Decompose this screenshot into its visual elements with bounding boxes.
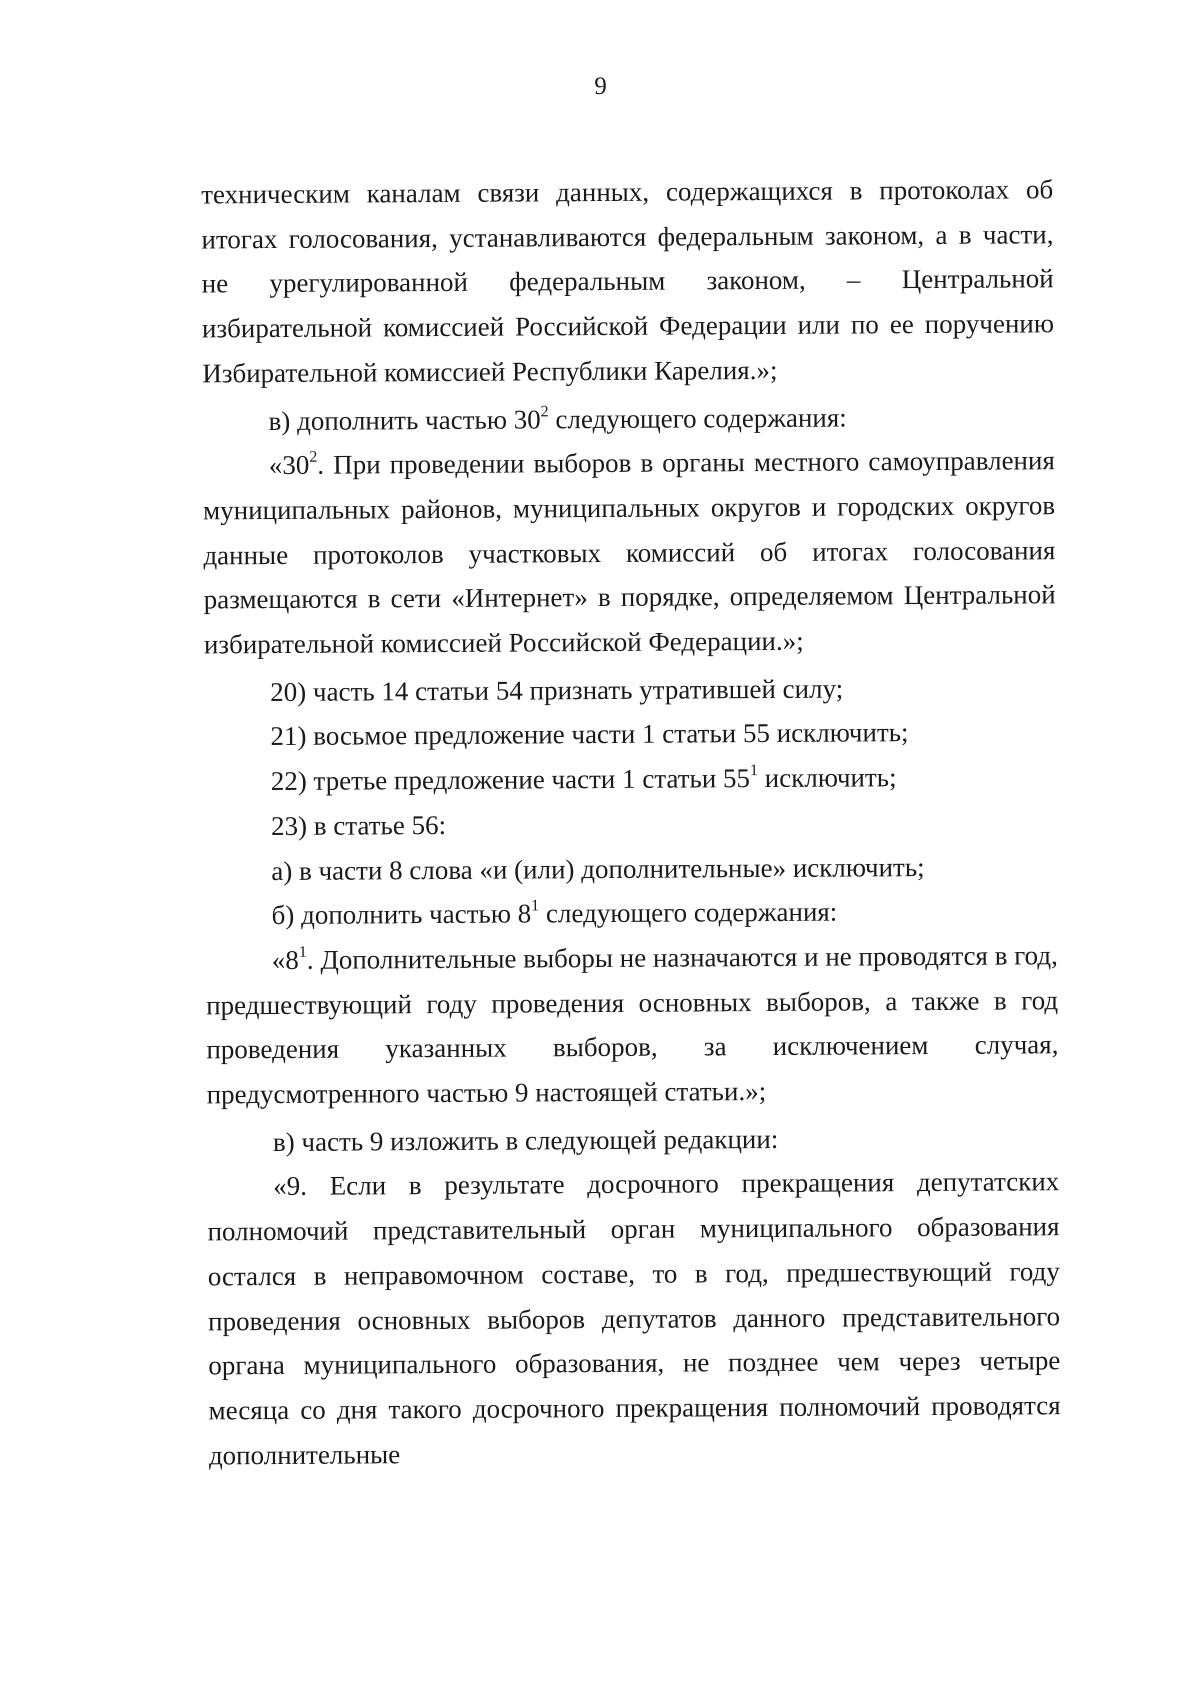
superscript: 1 — [298, 943, 307, 961]
text-fragment: в) дополнить частью 30 — [268, 403, 541, 436]
superscript: 2 — [540, 402, 549, 420]
page-number: 9 — [594, 72, 607, 101]
superscript: 1 — [531, 897, 540, 915]
paragraph-item-23: 23) в статье 56: — [270, 809, 447, 841]
paragraph-amendment-v — [202, 394, 1054, 444]
text-fragment: б) дополнить частью 8 — [271, 898, 532, 931]
text-fragment: следующего содержания: — [539, 896, 838, 929]
text-fragment: следующего содержания: — [548, 402, 847, 434]
paragraph-item-22 — [205, 754, 1057, 804]
paragraph-item-20: 20) часть 14 статьи 54 признать утратившей силу; — [270, 673, 844, 707]
paragraph-part-30-2 — [203, 438, 1056, 667]
superscript: 1 — [749, 762, 759, 780]
text-fragment: исключить; — [757, 762, 897, 794]
text-fragment: . При проведении выборов в органы местного самоуправления муниципальных районов, муниципальных округов и городских округов данные протоколов участковых комиссий об итогах голосования размещаются в сети «Интернет» в порядке, определяемом Центральной избирательной комиссией Российской Федерации.»; — [203, 445, 1056, 660]
text-fragment: «30 — [268, 450, 310, 481]
paragraph-part-8-1 — [206, 933, 1059, 1117]
text-fragment: 22) третье предложение части 1 статьи 55 — [270, 763, 751, 797]
paragraph-subitem-v: в) часть 9 изложить в следующей редакции: — [272, 1123, 779, 1157]
paragraph-subitem-b — [205, 888, 1057, 938]
superscript: 2 — [309, 448, 318, 467]
text-fragment: «8 — [271, 944, 299, 975]
document-body — [201, 167, 1061, 1478]
text-fragment: . Дополнительные выборы не назначаются и не проводятся в год, предшествующий году проведения основных выборов, а также в год проведения указанных выборов, за исключением случая, предусмотренного частью 9 настоящей статьи.»; — [206, 940, 1059, 1110]
paragraph-subitem-a: а) в части 8 слова «и (или) дополнительные» исключить; — [271, 851, 925, 886]
paragraph-continuation: техническим каналам связи данных, содержащихся в протоколах об итогах голосования, устанавливаются федеральным законом, а в части, не урегулированной федеральным законом, – Центральной избирательной комиссией Российской Федерации или по ее поручению Избирательной комиссией Республики Карелия.»; — [201, 174, 1055, 389]
paragraph-item-21: 21) восьмое предложение части 1 статьи 55 исключить; — [270, 717, 909, 752]
paragraph-part-9: «9. Если в результате досрочного прекращения депутатских полномочий представительный орган муниципального образования остался в неправомочном составе, то в год, предшествующий году проведения основных выборов депутатов данного представительного органа муниципального образования, не позднее чем через четыре месяца со дня такого досрочного прекращения полномочий проводятся дополнительные — [207, 1166, 1061, 1471]
